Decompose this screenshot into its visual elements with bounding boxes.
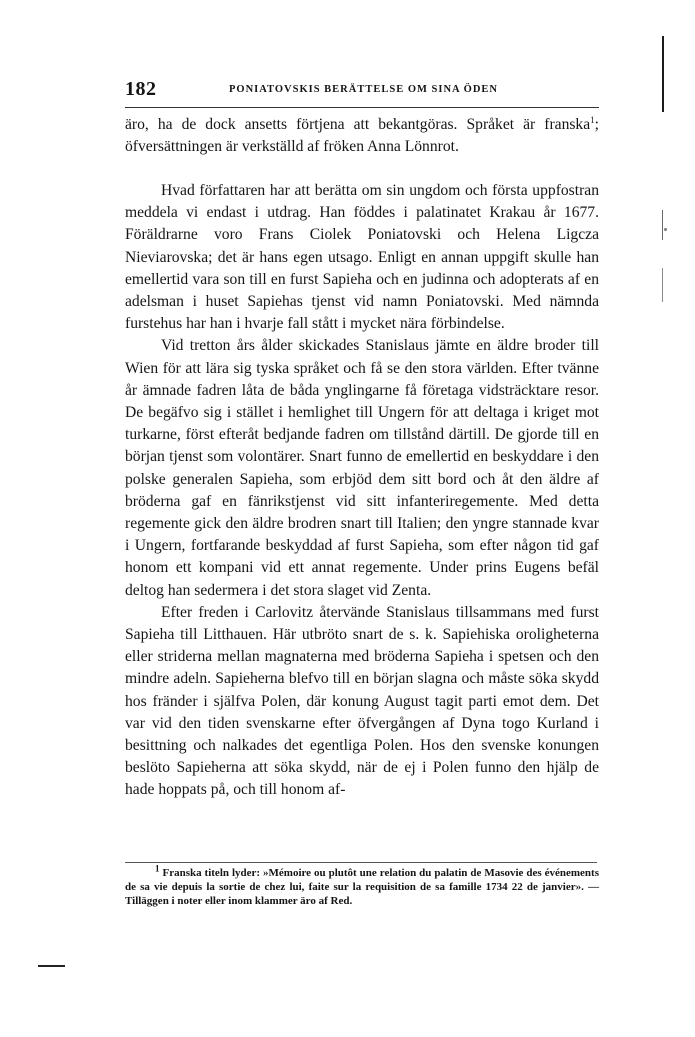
- footnote-marker: 1: [155, 863, 160, 874]
- paragraph-wien: Vid tretton års ålder skickades Stanislaus jämte en äldre broder till Wien för att lära sig tyska språket och få se den stora världen. Efter tvänne år ämnade fadren låta de båda ynglingarne få företaga vidsträcktare resor. De begäfvo sig i stället i hemlighet till Ungern för att deltaga i kriget mot turkarne, först efteråt bedjande fadren om tillstånd därtill. De gjorde till en början tjenst som volontärer. Snart funno de emellertid en beskyddare i den polske generalen Sapieha, som erbjöd dem sitt bord och åt den äldre af bröderna gaf en fänrikstjenst vid sitt infanteriregemente. Med detta regemente gick den äldre brodren snart till Italien; den yngre stannade kvar i Ungern, fortfarande beskyddad af furst Sapieha, som efter någon tid gaf honom ett kompani vid ett annat regemente. Under prins Eugens befäl deltog han sedermera i det stora slaget vid Zenta.: [125, 337, 599, 599]
- margin-rule-faint: [662, 210, 663, 240]
- body-text: [125, 180, 599, 802]
- footnote-divider: [125, 862, 597, 863]
- footnote: [125, 863, 599, 909]
- footnote-text: Franska titeln lyder: »Mémoire ou plutôt une relation du palatin de Masovie des événements de sa vie depuis la sortie de chez lui, faite sur la requisition de sa famille 1734 22 de janvier». — Tilläggen i noter eller inom klammer äro af Red.: [125, 867, 599, 908]
- paragraph-ungdom: Hvad författaren har att berätta om sin ungdom och första uppfostran meddela vi endast i utdrag. Han föddes i palatinatet Krakau år 1677. Föräldrarne voro Frans Ciolek Poniatovski och Helena Ligcza Nieviarovska; det är hans egen utsago. Enligt en annan uppgift skulle han emellertid vara son till en furst Sapieha och en judinna och adopterats af en adelsman i huset Sapiehas tjenst vid namn Poniatovski. Med nämnda furstehus har han i hvarje fall stått i mycket nära förbindelse.: [125, 182, 599, 333]
- running-title: PONIATOVSKIS BERÄTTELSE OM SINA ÖDEN: [229, 84, 499, 95]
- margin-rule: [662, 36, 664, 112]
- scan-edge-mark: [38, 965, 65, 967]
- page-header: [125, 78, 599, 104]
- paragraph-carlovitz: Efter freden i Carlovitz återvände Stanislaus tillsammans med furst Sapieha till Litthauen. Här utbröto snart de s. k. Sapiehiska oroligheterna eller striderna mellan magnaterna med bröderna Sapieha i spetsen och den mindre adeln. Sapieherna blefvo till en början slagna och måste söka skydd hos fränder i själfva Polen, där konung August tagit parti emot dem. Det var vid den tiden svenskarne efter öfvergången af Dyna togo Kurland i besittning och nalkades det egentliga Polen. Hos den svenske konungen beslöto Sapieherna att söka skydd, när de ej i Polen funno den hjälp de hade hoppats på, och till honom af-: [125, 603, 599, 799]
- footnote-reference: 1: [590, 114, 595, 125]
- continued-paragraph: [125, 114, 599, 158]
- intro-text-before-note: äro, ha de dock ansetts förtjena att bekantgöras. Språket är franska: [125, 116, 591, 133]
- intro-text-after-note: ; öfversättningen är verkställd af fröken Anna Lönnrot.: [125, 116, 599, 156]
- margin-rule-faint-lower: [662, 268, 663, 302]
- margin-speck: [664, 228, 667, 231]
- intro-text: [125, 114, 599, 158]
- header-divider: [125, 107, 599, 108]
- page-number: 182: [125, 78, 157, 100]
